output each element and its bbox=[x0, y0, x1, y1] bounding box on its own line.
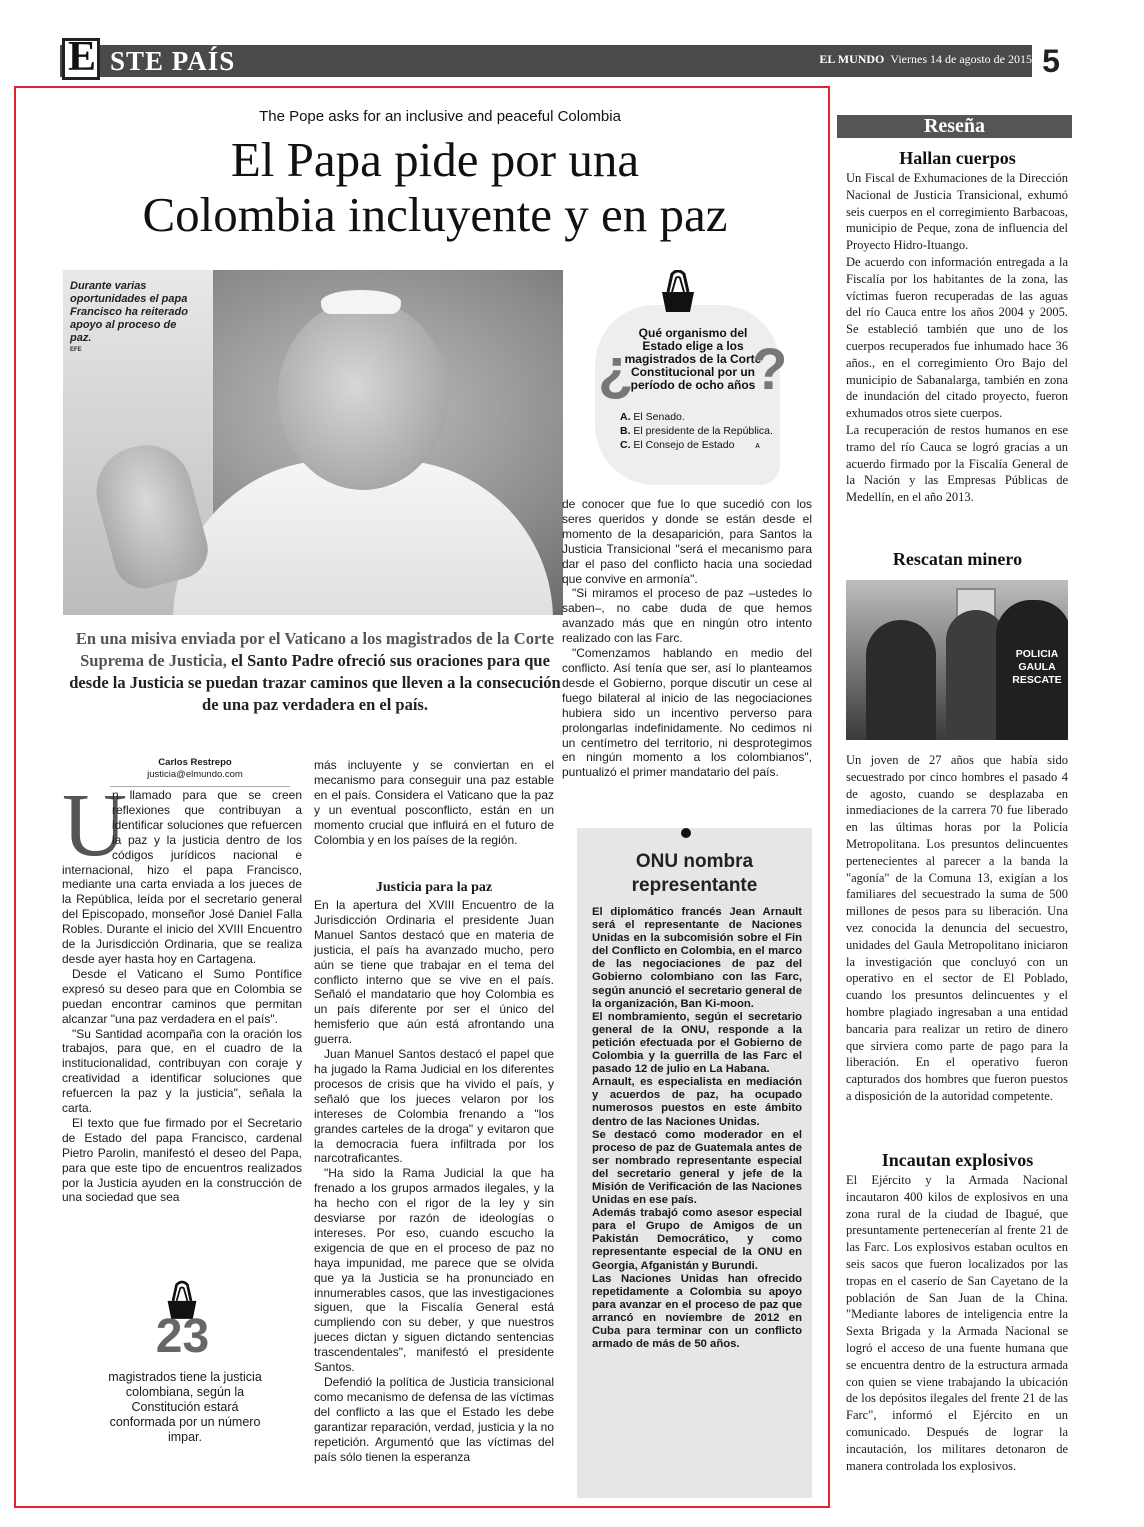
article-column-1 bbox=[62, 788, 302, 1205]
quiz-option-text: El presidente de la República. bbox=[633, 425, 773, 437]
brief-text-hallan bbox=[846, 170, 1068, 506]
quiz-option-c bbox=[620, 438, 780, 452]
stat-number: 23 bbox=[155, 1310, 210, 1363]
drop-cap: U bbox=[62, 776, 127, 875]
byline-email[interactable]: justicia@elmundo.com bbox=[147, 769, 243, 780]
brief-paragraph: Un joven de 27 años que había sido secuestrado por cinco hombres el pasado 4 de agosto, cuando se desplazaba en inmediaciones de la carrera 70 fue liberado en las últimas horas por la Policía Metropolitana. Los presuntos delincuentes pertenecientes al parecer a la banda la "agonía" de la Comuna 13, exigían a los familiares del secuestrado la suma de 500 millones de pesos para su liberación. Una vez conocida la denuncia del secuestro, unidades del Gaula Metropolitano iniciaron la investigación que concluyó con un operativo en el sector de El Poblado, cuando los presuntos delincuentes y el hombre plagiado ingresaban a una entidad bancaria para realizar un retiro de dinero que sirviera como parte de pago para la liberación. En el operativo fueron capturados dos hombres que fueron puestos a disposición de la autoridad competente. bbox=[846, 753, 1068, 1103]
article-paragraph: n llamado para que se creen reflexiones que contribuyan a identificar soluciones que refuercen la paz y la justicia dentro de los códigos jurídicos nacional e internacional, hizo el papa Francisco, mediante una carta enviada a los jueces de la República, leída por el secretario general del Episcopado, monseñor José Daniel Falla Robles. Durante el inicio del XVIII Encuentro de la Jurisdicción Ordinaria, que se realiza desde ayer hasta hoy en Cartagena. bbox=[62, 788, 302, 966]
article-paragraph: "Ha sido la Rama Judicial la que ha frenado a los grupos armados ilegales, y la ha hecho con el rigor de la ley y sin desviarse por razón de ideologías o intereses. Por eso, cuando escucho la exigencia de que en el proceso de paz no haya impunidad, me parece que se olvida que ya la Justicia se ha pronunciado en innumerables casos, que las investigaciones siguen, que la Fiscalía General está cumpliendo con su deber, y que nuestros jueces dictan y siguen dictando sentencias trascendentales", manifestó el presidente Santos. bbox=[314, 1166, 554, 1375]
article-paragraph: El texto que fue firmado por el Secretario de Estado del papa Francisco, cardenal Pietro Parolin, manifestó el deseo del Papa, para que este tipo de encuentros realizados por la Justicia ayuden en la construcción de una sociedad que sea bbox=[62, 1115, 302, 1205]
lead-rest: el Santo Padre ofreció sus oraciones para que desde la Justicia se puedan trazar caminos que lleven a la consecución de una paz verdadera en el país. bbox=[69, 651, 561, 714]
brief-text-incautan bbox=[846, 1172, 1068, 1474]
subhead-justicia: Justicia para la paz bbox=[375, 880, 493, 895]
quiz-question-mark-close: ? bbox=[752, 337, 788, 402]
section-initial: E bbox=[67, 34, 96, 80]
onu-paragraph: Se destacó como moderador en el proceso de paz de Guatemala antes de ser nombrado representante especial del secretario general y jefe de la Misión de Verificación de las Naciones Unidas en ese país. bbox=[592, 1128, 802, 1207]
binder-clip-icon bbox=[658, 270, 698, 310]
brief-title-incautan: Incautan explosivos bbox=[881, 1150, 1034, 1170]
brief-title-rescatan: Rescatan minero bbox=[892, 549, 1023, 569]
brief-paragraph: La recuperación de restos humanos en ese tramo del río Cauca se logró gracias a un acuerdo firmado por la Fiscalía General de la Nación y las Empresas Públicas de Medellín, en el año 2013. bbox=[846, 422, 1068, 505]
onu-paragraph: El diplomático francés Jean Arnault será el representante de Naciones Unidas en la subcomisión sobre el Fin del Conflicto en Colombia, en el marco de las negociaciones de paz del Gobierno colombiano con las Farc, según anunció el secretario general de la organización, Ban Ki-moon. bbox=[592, 906, 802, 1010]
brief-text-rescatan bbox=[846, 752, 1068, 1105]
article-paragraph: "Su Santidad acompaña con la oración los trabajos, para que, en el cuadro de la institucionalidad, contribuyan con coraje y creatividad a identificar soluciones que refuercen la paz y la justicia", señala la carta. bbox=[62, 1026, 302, 1116]
article-paragraph: "Comenzamos hablando en medio del conflicto. Así tenía que ser, así lo planteamos desde el Gobierno, porque discutir un cese al fuego bilateral al inicio de las negociaciones hubiera sido un incentivo perverso para prolongarlas indefinidamente. No cedimos ni un centímetro del territorio, ni desprotegimos en ningún momento a los colombianos", puntualizó el primer mandatario del país. bbox=[562, 646, 812, 780]
brief-title-hallan: Hallan cuerpos bbox=[899, 148, 1016, 168]
subtitle-english: The Pope asks for an inclusive and peaceful Colombia bbox=[259, 108, 621, 125]
photo-figure-head bbox=[278, 300, 448, 490]
headline-line-1: El Papa pide por una bbox=[230, 132, 640, 187]
resena-label: Reseña bbox=[923, 115, 986, 137]
byline-divider bbox=[110, 786, 290, 787]
quiz-question: Qué organismo del Estado elige a los magistrados de la Corte Constitucional por un período de ocho años bbox=[624, 326, 762, 392]
article-paragraph: más incluyente y se conviertan en el mecanismo para conseguir una paz estable en el país. Considera el Vaticano que la paz y un eventual posconflicto, están en un momento crucial que influirá en el futuro de Colombia y en los países de la región. bbox=[314, 758, 554, 847]
onu-paragraph: Arnault, es especialista en mediación y acuerdos de paz, ha ocupado numerosos puestos en este ámbito dentro de las Naciones Unidas. bbox=[592, 1076, 802, 1128]
photo-figure-cap bbox=[321, 290, 401, 314]
onu-text bbox=[592, 906, 802, 1351]
headline-line-2: Colombia incluyente y en paz bbox=[142, 187, 728, 242]
police-vest-label: POLICIA GAULA RESCATE bbox=[1012, 648, 1062, 686]
quiz-options bbox=[620, 410, 780, 452]
article-column-2 bbox=[314, 758, 554, 847]
issue-date: Viernes 14 de agosto de 2015 bbox=[890, 52, 1032, 66]
article-paragraph: Desde el Vaticano el Sumo Pontífice expresó su deseo para que en Colombia se puedan encontrar caminos que permitan alcanzar "una paz verdadera en el país". bbox=[62, 966, 302, 1026]
brief-paragraph: De acuerdo con información entregada a la Fiscalía por los habitantes de la zona, las víctimas fueron recuperadas de las aguas del río Cauca entre los años 2004 y 2005. Se estableció también que uno de los cuerpos recuperados fue inhumado hace 36 años., en el corregimiento Oro Bajo del municipio de Sabanalarga, también en zona de inundación del citado proyecto, fueron exhumados otros siete cuerpos. bbox=[846, 254, 1068, 421]
bullet-dot-icon bbox=[681, 828, 691, 838]
brief-paragraph: Un Fiscal de Exhumaciones de la Dirección Nacional de Justicia Transicional, exhumó seis cuerpos en el corregimiento Barbacoas, municipio de Peque, zona de influencia del Proyecto Hidro-Ituango. bbox=[846, 171, 1068, 253]
quiz-answer-hint: ᴀ bbox=[755, 440, 760, 450]
drop-cap-spacer bbox=[62, 788, 112, 860]
byline bbox=[115, 757, 275, 781]
article-column-3 bbox=[562, 497, 812, 780]
onu-paragraph: El nombramiento, según el secretario general de la ONU, responde a la petición efectuada por el Gobierno de Colombia y la guerrilla de las Farc el pasado 12 de julio en La Habana. bbox=[592, 1010, 802, 1076]
brief-paragraph: El Ejército y la Armada Nacional incautaron 400 kilos de explosivos en una zona rural de la ciudad de Ibagué, que presuntamente pertenecerían al frente 21 de las Farc. Los explosivos estaban ocultos en seis sacos que fueron localizados por las tropas en el caserío de San Cayetano de la población de San Juan de la China. "Mediante labores de inteligencia entre la Sexta Brigada y la Armada Nacional se logró el acceso de una fuente humana que se encuentra dentro de la estructura armada con quien se viene trabajando la ubicación de los depósitos ilegales del frente 21 de las Farc", informó el Ejército en un comunicado. Después de lograr la incautación, los militares detonaron de manera controlada los explosivos. bbox=[846, 1173, 1068, 1473]
lead-paragraph bbox=[60, 628, 570, 716]
photo-credit: EFE bbox=[70, 347, 82, 353]
quiz-option-text: El Senado. bbox=[633, 411, 685, 423]
quiz-option-a bbox=[620, 410, 780, 424]
paper-name: EL MUNDO bbox=[819, 52, 885, 66]
photo-caption: Durante varias oportunidades el papa Francisco ha reiterado apoyo al proceso de paz. bbox=[70, 280, 188, 344]
page-number: 5 bbox=[1042, 43, 1060, 79]
onu-title: ONU nombra representante bbox=[631, 851, 758, 896]
quiz-option-b bbox=[620, 424, 780, 438]
article-column-2-lower bbox=[314, 898, 554, 1464]
header-meta bbox=[819, 52, 1032, 67]
article-paragraph: Defendió la política de Justicia transicional como mecanismo de defensa de las víctimas del conflicto a las que el Estado les debe garantizar reparación, verdad, justicia y la no repetición. Argumentó que las víctimas del país sólo tienen la esperanza bbox=[314, 1375, 554, 1464]
byline-name: Carlos Restrepo bbox=[158, 757, 232, 768]
stat-text: magistrados tiene la justicia colombiana, según la Constitución estará conformada por un número impar. bbox=[108, 1370, 262, 1444]
lead-highlight: En una misiva enviada por el Vaticano a los magistrados de la Corte Suprema de Justicia, bbox=[75, 629, 555, 670]
quiz-option-letter: A. bbox=[620, 411, 631, 423]
article-paragraph: de conocer que fue lo que sucedió con los seres queridos y donde se están desde el momento de la desaparición, para Santos la Justicia Transicional "será el mecanismo para dar el paso del conflicto hacia una sociedad que convive en armonía". bbox=[562, 497, 812, 586]
article-paragraph: En la apertura del XVIII Encuentro de la Jurisdicción Ordinaria el presidente Juan Manuel Santos destacó que en materia de justicia, el país ha avanzado mucho, pero aún se tiene que trabajar en el tema del conflicto interno que se vive en el país. Señaló el mandatario que hoy Colombia es un país diferente por ser el único del hemisferio que aún está afrontando una guerra. bbox=[314, 898, 554, 1047]
section-name: STE PAÍS bbox=[104, 46, 241, 76]
article-paragraph: "Si miramos el proceso de paz –ustedes lo saben–, no cabe duda de que hemos avanzado más que en ningún otro intento realizado con las Farc. bbox=[562, 586, 812, 646]
quiz-option-text: El Consejo de Estado bbox=[633, 439, 735, 451]
quiz-question-mark-open: ¿ bbox=[598, 337, 634, 402]
quiz-option-letter: B. bbox=[620, 425, 631, 437]
photo-person bbox=[866, 620, 936, 740]
onu-paragraph: Además trabajó como asesor especial para el Grupo de Amigos de un Pakistán Democrático, y como representante especial de la ONU en Georgia, Afganistán y Burundi. bbox=[592, 1207, 802, 1272]
onu-paragraph: Las Naciones Unidas han ofrecido repetidamente a Colombia su apoyo para avanzar en el proceso de paz que arrancó en noviembre de 2012 en Cuba para terminar con un conflicto armado de más de 50 años. bbox=[592, 1272, 802, 1351]
article-paragraph: Juan Manuel Santos destacó el papel que ha jugado la Rama Judicial en los diferentes procesos de crisis que ha vivido el país, y señaló que los jueces velaron por los intereses de Colombia frenando a "los grandes carteles de la droga" y evitaron que la democracia fuera infiltrada por los narcotraficantes. bbox=[314, 1047, 554, 1166]
headline bbox=[20, 132, 850, 242]
quiz-option-letter: C. bbox=[620, 439, 631, 451]
